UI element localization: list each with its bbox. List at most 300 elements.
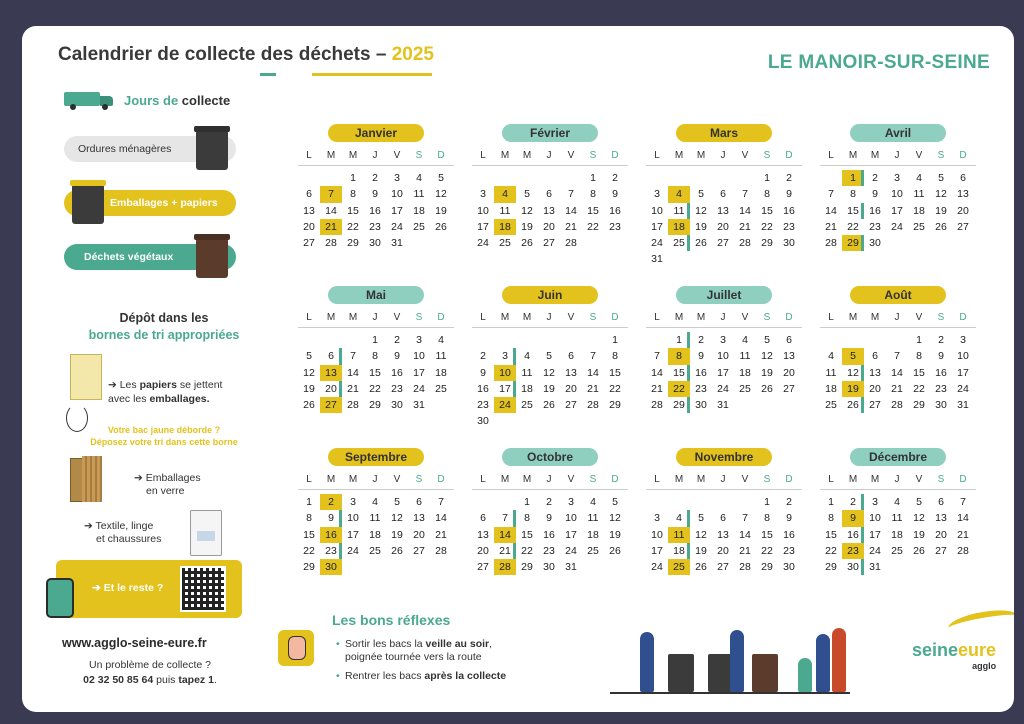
weekday-label: S [763,312,771,323]
week-row [298,332,454,348]
reflexe1-c: , [489,638,493,650]
day-cell [472,332,494,348]
day-cell [430,397,452,413]
weekday-header [646,150,802,166]
day-cell [604,413,626,429]
day-cell: 22 [825,544,837,557]
month-7 [646,286,802,413]
weekday-header [472,150,628,166]
week-row [820,527,976,543]
day-cell: 30 [935,399,947,412]
day-cell: 28 [494,559,516,575]
day-cell: 6 [480,512,486,525]
day-cell: 4 [742,334,748,346]
month-label: Mai [328,286,424,304]
day-cell: 2 [480,350,486,363]
weekday-label: M [500,150,510,161]
day-cell: 14 [435,512,447,525]
day-cell [472,494,494,510]
day-cell: 5 [546,350,552,363]
day-cell [386,559,408,575]
day-cell: 3 [960,334,966,346]
weekday-label: M [522,312,532,323]
day-cell: 1 [842,170,864,186]
day-cell: 24 [651,561,663,574]
week-row [298,348,454,364]
weekday-label: V [567,150,575,161]
weekday-label: M [522,150,532,161]
day-cell: 12 [543,366,555,379]
verre-info [134,472,201,498]
month-label: Juillet [676,286,772,304]
day-cell: 11 [739,350,751,363]
day-cell: 23 [369,220,381,233]
week-row [646,219,802,235]
day-cell [582,559,604,575]
month-11 [646,448,802,575]
day-cell: 30 [369,237,381,250]
day-cell: 11 [369,512,381,525]
week-row [472,559,628,575]
day-cell: 27 [717,561,729,574]
day-cell: 25 [587,544,599,557]
day-cell: 9 [842,510,864,526]
week-row [472,332,628,348]
day-cell [734,251,756,267]
day-cell: 23 [477,399,489,412]
textile-container-icon [190,510,222,556]
day-cell: 15 [913,366,925,379]
weekday-label: M [348,474,358,485]
day-cell [668,170,690,186]
month-3 [646,124,802,268]
phone-number[interactable]: 02 32 50 85 64 [83,674,154,686]
weekday-label: S [415,150,423,161]
day-cell: 29 [369,399,381,412]
day-cell: 22 [668,381,690,397]
day-cell: 2 [612,172,618,184]
day-cell: 21 [587,382,599,395]
reflexe1-d: poignée tournée vers la route [345,651,482,663]
day-cell: 13 [413,512,425,525]
day-cell: 21 [435,528,447,541]
week-row [820,203,976,219]
weekday-label: L [654,474,660,485]
weekday-label: D [785,150,793,161]
week-row [298,203,454,219]
weekday-label: D [437,312,445,323]
day-cell: 1 [350,172,356,184]
day-cell: 21 [825,220,837,233]
week-row [646,381,802,397]
calendar-sheet [22,26,1014,712]
depot-heading-line1: Dépôt dans les [119,311,209,325]
week-row [298,397,454,413]
day-cell: 27 [303,237,315,250]
reflexe-item-2 [336,670,506,683]
weekday-label: V [567,474,575,485]
day-cell: 31 [717,399,729,412]
week-row [820,494,976,510]
qr-code-icon[interactable] [180,566,226,612]
day-cell: 30 [543,561,555,574]
day-cell: 25 [369,544,381,557]
weekday-label: L [306,150,312,161]
weekday-label: L [654,150,660,161]
day-cell: 24 [477,237,489,250]
day-cell [494,332,516,348]
day-cell: 7 [894,350,900,363]
day-cell: 28 [739,237,751,250]
day-cell: 8 [916,350,922,363]
day-cell: 6 [872,350,878,363]
weekday-label: L [306,474,312,485]
day-cell: 26 [842,397,864,413]
day-cell: 19 [842,381,864,397]
day-cell: 3 [416,334,422,346]
day-cell: 1 [828,496,834,508]
month-label: Août [850,286,946,304]
day-cell: 19 [935,204,947,217]
day-cell [930,235,952,251]
day-cell: 15 [825,528,837,541]
day-cell: 16 [842,527,864,543]
day-cell [430,235,452,251]
day-cell [494,170,516,186]
day-cell: 8 [524,512,530,525]
day-cell: 13 [717,528,729,541]
day-cell [668,494,690,510]
day-cell: 3 [350,496,356,508]
week-row [820,510,976,526]
day-cell: 26 [303,399,315,412]
day-cell: 21 [494,543,516,559]
day-cell: 11 [668,527,690,543]
weekday-label: D [959,312,967,323]
day-cell: 16 [391,366,403,379]
day-cell: 12 [935,188,947,201]
day-cell: 3 [394,172,400,184]
day-cell: 7 [350,350,356,363]
day-cell: 24 [869,544,881,557]
day-cell: 25 [913,220,925,233]
weekday-label: J [894,312,900,323]
day-cell: 10 [869,512,881,525]
website-link[interactable]: www.agglo-seine-eure.fr [62,636,207,650]
legend-emballages-papiers: Emballages + papiers [64,190,236,216]
weekday-label: M [522,474,532,485]
day-cell: 13 [477,528,489,541]
day-cell: 16 [477,382,489,395]
day-cell: 20 [565,382,577,395]
day-cell: 20 [717,544,729,557]
day-cell: 24 [391,220,403,233]
weekday-label: J [372,312,378,323]
weekday-label: V [393,150,401,161]
depot-heading [64,310,264,344]
logo-seine: seine [912,640,959,660]
day-cell: 7 [960,496,966,508]
weekday-label: L [480,474,486,485]
day-cell: 9 [480,366,486,379]
weekday-label: M [326,474,336,485]
day-cell: 26 [913,544,925,557]
weekday-label: V [567,312,575,323]
day-cell: 13 [543,204,555,217]
day-cell: 15 [668,365,690,381]
day-cell: 1 [524,496,530,508]
day-cell: 25 [739,382,751,395]
day-cell: 28 [651,399,663,412]
week-row [472,348,628,364]
day-cell: 27 [783,382,795,395]
day-cell: 14 [325,204,337,217]
day-cell: 22 [303,544,315,557]
weekday-label: M [870,474,880,485]
day-cell: 9 [786,512,792,525]
brown-bin-illustration-icon [752,654,778,692]
week-row [472,494,628,510]
day-cell: 9 [372,188,378,201]
textile-line2: et chaussures [96,533,162,545]
weekday-label: J [372,474,378,485]
day-cell: 22 [587,220,599,233]
day-cell [582,235,604,251]
week-row [472,365,628,381]
day-cell: 20 [957,204,969,217]
day-cell [538,413,560,429]
week-row [298,170,454,186]
day-cell: 3 [654,512,660,525]
day-cell: 2 [320,494,342,510]
day-cell: 8 [850,188,856,201]
week-row [646,494,802,510]
day-cell: 5 [306,350,312,363]
day-cell: 24 [413,382,425,395]
person-figure-icon [816,634,830,692]
day-cell: 12 [695,204,707,217]
day-cell: 9 [394,350,400,363]
day-cell: 29 [761,561,773,574]
month-1 [298,124,454,251]
day-cell: 6 [320,348,342,364]
day-cell: 28 [891,399,903,412]
weekday-label: J [894,474,900,485]
day-cell: 21 [565,220,577,233]
day-cell: 14 [494,527,516,543]
day-cell: 4 [494,186,516,202]
day-cell: 11 [825,366,837,379]
day-cell: 18 [369,528,381,541]
day-cell [734,494,756,510]
weekday-label: J [546,312,552,323]
reflexe1-b: veille au soir [425,638,490,650]
day-cell: 15 [521,528,533,541]
day-cell: 11 [435,350,447,363]
weekday-header [298,474,454,490]
day-cell: 1 [764,496,770,508]
day-cell: 17 [651,544,663,557]
day-cell [516,332,538,348]
day-cell [886,559,908,575]
week-row [646,170,802,186]
day-cell: 28 [587,399,599,412]
day-cell: 25 [435,382,447,395]
day-cell: 23 [543,544,555,557]
weekday-label: D [785,312,793,323]
week-row [472,219,628,235]
day-cell: 9 [546,512,552,525]
day-cell: 26 [695,561,707,574]
week-row [298,543,454,559]
day-cell: 22 [913,382,925,395]
month-12 [820,448,976,575]
week-row [472,203,628,219]
day-cell: 7 [320,186,342,202]
day-cell [472,170,494,186]
tapez-text: tapez 1 [178,674,214,686]
weekday-header [472,474,628,490]
week-row [820,170,976,186]
weekday-label: L [828,150,834,161]
day-cell: 22 [369,382,381,395]
week-row [298,381,454,397]
day-cell: 10 [957,350,969,363]
day-cell: 16 [320,527,342,543]
week-row [820,381,976,397]
day-cell: 26 [609,544,621,557]
day-cell: 17 [347,528,359,541]
weekday-label: M [326,150,336,161]
weekday-label: S [415,312,423,323]
papiers-text-c: se jettent [176,379,223,391]
day-cell [864,332,886,348]
grey-bin-illustration-icon [668,654,694,692]
textile-info [84,520,161,546]
week-row [646,365,802,381]
day-cell: 27 [717,237,729,250]
day-cell: 6 [546,188,552,201]
day-cell: 2 [938,334,944,346]
day-cell: 3 [894,172,900,184]
day-cell: 28 [565,237,577,250]
day-cell: 25 [413,220,425,233]
day-cell: 21 [891,382,903,395]
day-cell: 4 [828,350,834,363]
probleme-text: Un problème de collecte ? [89,659,211,671]
day-cell: 15 [761,204,773,217]
day-cell: 24 [347,544,359,557]
day-cell: 26 [391,544,403,557]
day-cell: 20 [935,528,947,541]
day-cell [320,170,342,186]
brown-bin-icon [196,238,228,278]
day-cell [320,332,342,348]
day-cell: 30 [869,237,881,250]
day-cell: 27 [957,220,969,233]
day-cell: 5 [698,188,704,201]
weekday-label: V [393,474,401,485]
month-label: Avril [850,124,946,142]
day-cell: 9 [612,188,618,201]
day-cell: 24 [565,544,577,557]
day-cell: 18 [891,528,903,541]
day-cell: 20 [717,220,729,233]
verre-line2: en verre [146,485,185,497]
day-cell: 14 [957,512,969,525]
weekday-label: J [372,150,378,161]
reflexe2-b: après la collecte [424,670,507,682]
week-row [472,381,628,397]
weekday-label: S [937,474,945,485]
day-cell: 26 [695,237,707,250]
weekday-label: V [393,312,401,323]
seine-eure-logo [912,642,996,674]
day-cell: 12 [303,366,315,379]
day-cell: 19 [435,204,447,217]
day-cell [342,332,364,348]
person-figure-icon [730,630,744,692]
day-cell [668,251,690,267]
overflow-alert [64,424,264,448]
day-cell [690,170,712,186]
weekday-header [646,312,802,328]
day-cell: 19 [391,528,403,541]
day-cell: 22 [761,544,773,557]
day-cell: 7 [742,512,748,525]
weekday-label: S [937,312,945,323]
week-row [298,510,454,526]
day-cell: 27 [543,237,555,250]
day-cell: 4 [416,172,422,184]
week-row [472,170,628,186]
day-cell [538,170,560,186]
title-dash: – [370,44,392,65]
day-cell: 6 [568,350,574,363]
day-cell: 7 [438,496,444,508]
weekday-label: S [937,150,945,161]
day-cell: 3 [494,348,516,364]
week-row [646,559,802,575]
weekday-label: D [437,150,445,161]
day-cell: 25 [891,544,903,557]
weekday-label: S [589,312,597,323]
day-cell: 20 [320,381,342,397]
day-cell: 22 [609,382,621,395]
day-cell: 28 [347,399,359,412]
day-cell: 13 [957,188,969,201]
day-cell: 27 [413,544,425,557]
day-cell: 30 [477,415,489,428]
day-cell: 31 [869,561,881,574]
day-cell: 17 [957,366,969,379]
day-cell: 29 [761,237,773,250]
day-cell: 7 [654,350,660,363]
day-cell: 20 [869,382,881,395]
day-cell: 28 [325,237,337,250]
papiers-text-d: avec les [108,393,150,405]
day-cell: 10 [651,528,663,541]
day-cell: 4 [668,510,690,526]
week-row [820,348,976,364]
day-cell: 6 [960,172,966,184]
month-label: Octobre [502,448,598,466]
day-cell: 23 [935,382,947,395]
day-cell: 2 [786,172,792,184]
day-cell [560,332,582,348]
weekday-label: D [959,474,967,485]
day-cell: 20 [543,220,555,233]
